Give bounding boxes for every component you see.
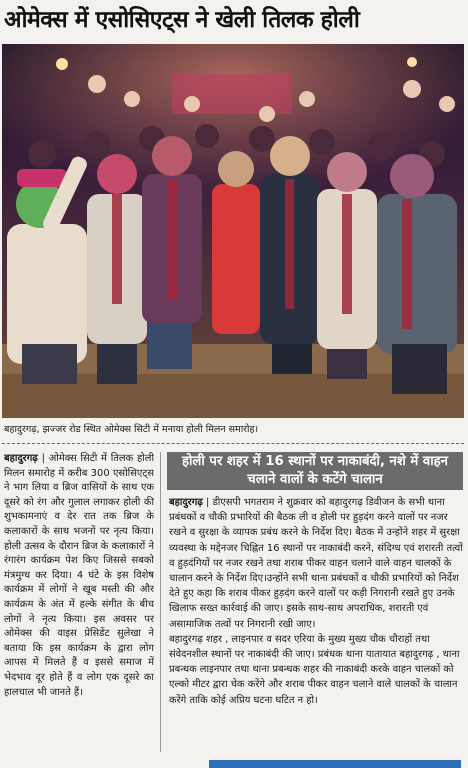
right-story-para-2: बहादुरगढ़ शहर , लाइनपार व सदर एरिया के मुख्य मुख्य चौक चौराहों तथा संवेदनशील स्थानों पर नाकाबंदी की जाए। प्रबंधक थाना यातायात बहादुरगढ़ , थाना प्रबन्धक लाइनपार तथा थाना प्रबन्धक शहर की नाकाबंदी करके वाहन चालकों को एल्को मीटर द्वारा चेक करेंगे और शराब पीकर वाहन चलाने वाले चालकों के चालान करेंगे ताकि कोई अप्रिय घटना घटित न हो।: [169, 633, 460, 706]
right-story-headline: होली पर शहर में 16 स्थानों पर नाकाबंदी, नशे में वाहन चलाने वालों के कटेंगे चालान: [167, 452, 463, 490]
holi-celebration-photo: [2, 44, 464, 418]
right-story-para-1-text: | डीएसपी भगतराम ने शुक्रवार को बहादुरगढ़ डिवीजन के सभी थाना प्रबंधकों व चौकी प्रभारियों की बैठक ली व होली पर हुड़दंग करने वालों पर नजर रखने व सुरक्षा के व्यापक प्रबंध करने के निर्देश दिए। बैठक में उन्होंने शहर में सुरक्षा व्यवस्था के मद्देनजर चिह्नित 16 स्थानों पर नाकाबंदी करने, संदिग्ध एवं शरारती तत्वों व हुड़दंगियों पर नजर रखने तथा शराब पीकर वाहन चलाने वाले वाहन चालकों के चालान करने के निर्देश दिए।उन्होंने सभी थाना प्रबंधकों व चौकी प्रभारियों को निर्देश देते हुए कहा कि शराब पीकर हुड़दंग करने वालों पर कड़ी निगरानी रखते हुए उनके खिलाफ सख्त कार्रवाई की जाए। इसके साथ-साथ अपराधिक, शरारती एवं असामाजिक तत्वों पर निगरानी रखी जाए।: [169, 497, 463, 630]
next-story-bar: [209, 760, 461, 768]
right-story: [169, 495, 463, 757]
photo-caption: बहादुरगढ़, झज्जर रोड स्थित ओमेक्स सिटी में मनाया होली मिलन समारोह।: [4, 424, 259, 435]
page-headline: ओमेक्स में एसोसिएट्स ने खेली तिलक होली: [4, 7, 360, 33]
left-story-place: बहादुरगढ़: [4, 453, 38, 464]
column-rule: [160, 452, 161, 752]
right-story-place: बहादुरगढ़: [169, 497, 203, 508]
left-story: [4, 452, 154, 766]
photo-illustration: [2, 44, 464, 418]
section-divider: [2, 443, 464, 444]
left-story-body: | ओमेक्स सिटी में तिलक होली मिलन समारोह में करीब 300 एसोसिएट्स ने भाग लिया व ब्रिज वासियों के साथ एक दूसरे को रंग और गुलाल लगाकर होली की शुभकामनाएं व देर रात तक ब्रिज के कलाकारों के साथ भजनों पर नृत्य किया।होली उत्सव के दौरान ब्रिज के कलाकारों ने रंगारंग कार्यक्रम पेश किए जिससे सबको मंत्रमुग्ध कर दिया। 4 घंटे के इस विशेष कार्यक्रम में लोगों ने खूब मस्ती की और कार्यक्रम के अंत में हल्के संगीत के बीच लोगों ने नृत्य किया। इस अवसर पर ओमेक्स की वाइस प्रेसिडेंट सुलेखा ने बताया कि इस कार्यक्रम के द्वारा लोग आपस में मिलते हैं व इससे समाज में भेदभाव दूर होते हैं व लोग एक दूसरे का हालचाल भी जानते हैं।: [4, 453, 154, 698]
right-story-para-1: [169, 495, 463, 632]
